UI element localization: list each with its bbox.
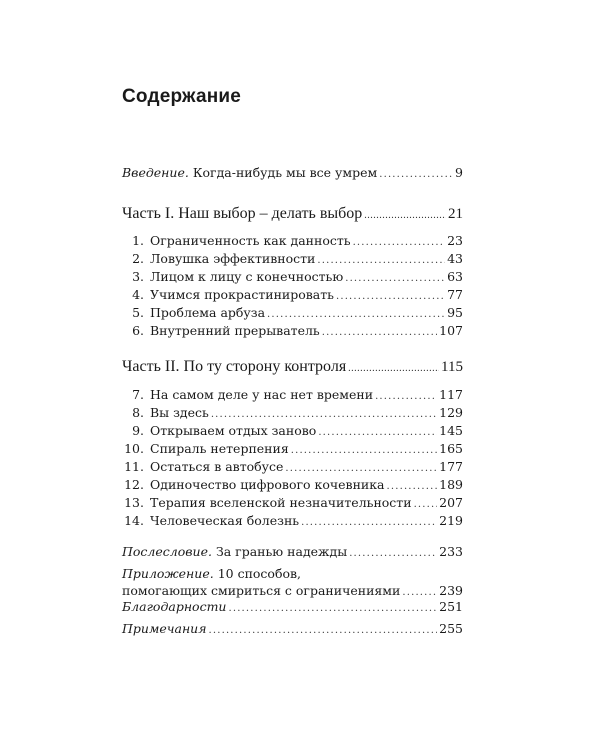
toc-entry-chapter-5[interactable] — [122, 304, 463, 323]
part-1-page: 21 — [448, 206, 463, 222]
chapter-page: 207 — [439, 495, 463, 510]
leader-dots — [291, 442, 437, 459]
chapter-page: 129 — [439, 405, 463, 420]
appendix-prefix: Приложение. — [122, 566, 214, 581]
appendix-title-line2: помогающих смириться с ограничениями — [122, 583, 401, 598]
toc-entry-chapter-3[interactable] — [122, 268, 463, 287]
leader-dots — [267, 306, 445, 323]
leader-dots — [375, 388, 437, 405]
chapter-title: Лицом к лицу с конечностью — [150, 269, 344, 284]
chapter-number: 1. — [132, 233, 144, 248]
part-1-title: Часть I. Наш выбор – делать выбор — [122, 205, 363, 222]
toc-entry-part-1[interactable] — [122, 205, 463, 224]
chapter-title: Человеческая болезнь — [150, 513, 300, 528]
toc-entry-chapter-9[interactable] — [122, 422, 463, 441]
part-2-page: 115 — [441, 359, 463, 375]
afterword-prefix: Послесловие. — [122, 544, 212, 559]
chapter-page: 107 — [439, 323, 463, 338]
chapter-title: Ограниченность как данность — [150, 233, 351, 248]
leader-dots — [211, 406, 437, 423]
toc-entry-appendix[interactable] — [122, 566, 463, 601]
chapter-number: 6. — [132, 323, 144, 338]
part-2-title: Часть II. По ту сторону контроля — [122, 358, 347, 375]
chapter-page: 177 — [439, 459, 463, 474]
leader-dots — [414, 496, 438, 513]
leader-dots — [349, 545, 437, 562]
page-title: Содержание — [122, 86, 242, 107]
toc-entry-afterword[interactable] — [122, 543, 463, 562]
notes-page: 255 — [439, 621, 463, 636]
acknowledgments-page: 251 — [439, 599, 463, 614]
chapter-page: 23 — [447, 233, 463, 248]
chapter-page: 43 — [447, 251, 463, 266]
toc-entry-chapter-1[interactable] — [122, 232, 463, 251]
chapter-page: 117 — [439, 387, 463, 402]
intro-prefix: Введение. — [122, 165, 189, 180]
leader-dots — [364, 207, 446, 224]
appendix-page: 239 — [439, 583, 463, 598]
chapter-title: Открываем отдых заново — [150, 423, 317, 438]
intro-title: Когда-нибудь мы все умрем — [192, 165, 378, 180]
afterword-title: За гранью надежды — [215, 544, 348, 559]
leader-dots — [228, 600, 437, 617]
chapter-title: Терапия вселенской незначительности — [150, 495, 412, 510]
leader-dots — [345, 270, 445, 287]
chapter-page: 77 — [447, 287, 463, 302]
chapter-number: 14. — [124, 513, 144, 528]
appendix-title-line1: 10 способов, — [217, 566, 302, 581]
chapter-title: Спираль нетерпения — [150, 441, 289, 456]
leader-dots — [285, 460, 437, 477]
toc-entry-chapter-2[interactable] — [122, 250, 463, 269]
chapter-page: 63 — [447, 269, 463, 284]
toc-entry-chapter-6[interactable] — [122, 322, 463, 341]
leader-dots — [322, 324, 437, 341]
leader-dots — [318, 424, 437, 441]
leader-dots — [353, 234, 446, 251]
chapter-title: На самом деле у нас нет времени — [150, 387, 374, 402]
chapter-number: 5. — [132, 305, 144, 320]
chapter-title: Одиночество цифрового кочевника — [150, 477, 385, 492]
chapter-page: 145 — [439, 423, 463, 438]
leader-dots — [379, 166, 453, 183]
toc-entry-chapter-12[interactable] — [122, 476, 463, 495]
toc-entry-chapter-10[interactable] — [122, 440, 463, 459]
toc-entry-chapter-8[interactable] — [122, 404, 463, 423]
chapter-number: 2. — [132, 251, 144, 266]
chapter-number: 3. — [132, 269, 144, 284]
toc-entry-acknowledgments[interactable] — [122, 598, 463, 617]
toc-entry-chapter-14[interactable] — [122, 512, 463, 531]
leader-dots — [336, 288, 445, 305]
notes-title: Примечания — [122, 621, 207, 636]
chapter-number: 10. — [124, 441, 144, 456]
toc-entry-chapter-7[interactable] — [122, 386, 463, 405]
chapter-page: 219 — [439, 513, 463, 528]
chapter-title: Проблема арбуза — [150, 305, 266, 320]
afterword-page: 233 — [439, 544, 463, 559]
acknowledgments-title: Благодарности — [122, 599, 227, 614]
chapter-page: 95 — [447, 305, 463, 320]
chapter-number: 8. — [132, 405, 144, 420]
chapter-title: Вы здесь — [150, 405, 209, 420]
chapter-title: Учимся прокрастинировать — [150, 287, 334, 302]
chapter-number: 9. — [132, 423, 144, 438]
chapter-number: 12. — [124, 477, 144, 492]
toc-entry-notes[interactable] — [122, 620, 463, 639]
toc-entry-intro[interactable] — [122, 164, 463, 183]
chapter-title: Ловушка эффективности — [150, 251, 316, 266]
chapter-page: 189 — [439, 477, 463, 492]
leader-dots — [317, 252, 445, 269]
leader-dots — [387, 478, 438, 495]
chapter-number: 13. — [124, 495, 144, 510]
chapter-title: Остаться в автобусе — [150, 459, 284, 474]
chapter-number: 4. — [132, 287, 144, 302]
toc-entry-chapter-4[interactable] — [122, 286, 463, 305]
toc-entry-chapter-11[interactable] — [122, 458, 463, 477]
chapter-number: 11. — [124, 459, 144, 474]
leader-dots — [301, 514, 437, 531]
toc-entry-chapter-13[interactable] — [122, 494, 463, 513]
leader-dots — [209, 622, 438, 639]
chapter-title: Внутренний прерыватель — [150, 323, 320, 338]
chapter-page: 165 — [439, 441, 463, 456]
toc-entry-part-2[interactable] — [122, 358, 463, 377]
chapter-number: 7. — [132, 387, 144, 402]
leader-dots — [348, 360, 439, 377]
intro-page: 9 — [455, 165, 463, 180]
